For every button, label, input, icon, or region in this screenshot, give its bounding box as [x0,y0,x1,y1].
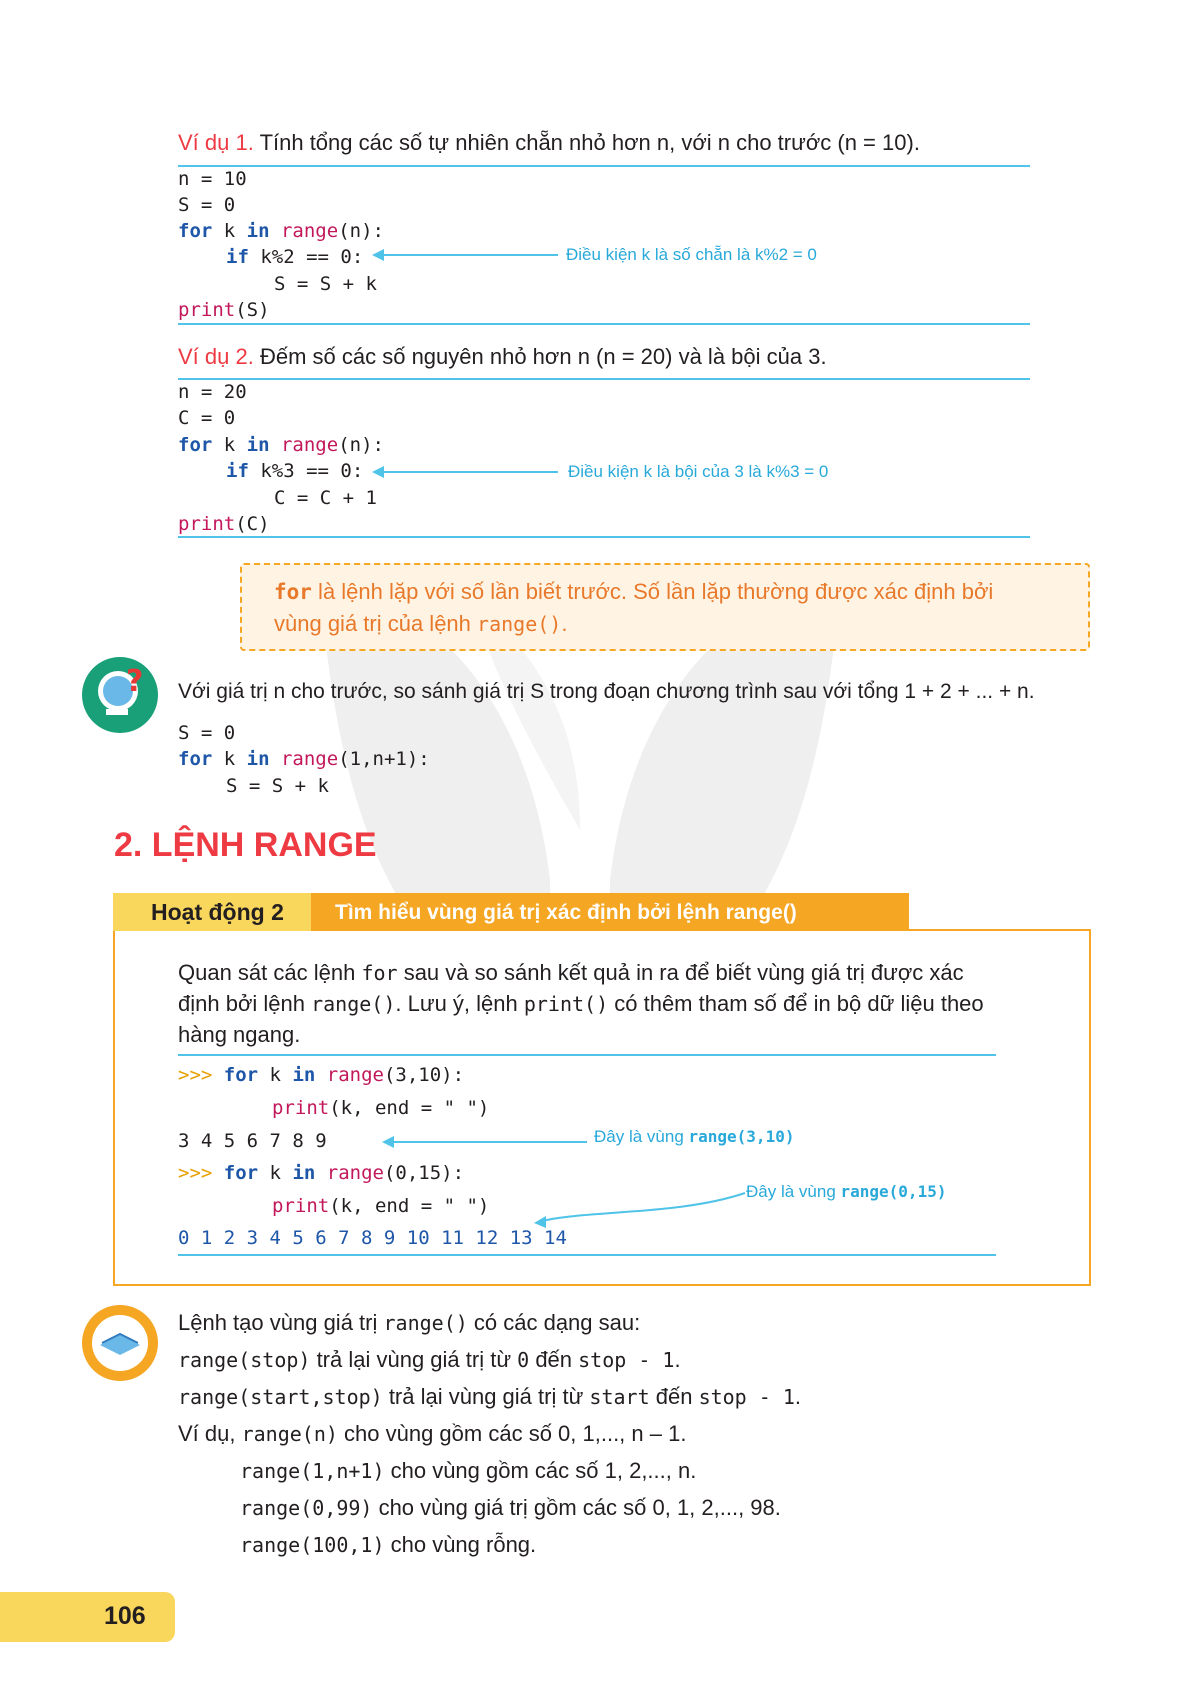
code-text: (S) [235,299,270,321]
activity-paragraph-line: định bởi lệnh range(). Lưu ý, lệnh print() có thêm tham số để in bộ dữ liệu theo [178,991,984,1016]
tip-code: range() [477,612,562,636]
curved-arrow-icon [530,1185,750,1235]
tip-keyword: for [274,580,312,604]
code-line: print(k, end = " ") [272,1097,490,1119]
code-line: S = S + k [226,775,329,797]
divider [178,323,1030,325]
summary-line: range(start,stop) trả lại vùng giá trị từ start đến stop - 1. [178,1384,802,1409]
question-text: Với giá trị n cho trước, so sánh giá trị S trong đoạn chương trình sau với tổng 1 + 2 + ... + n. [178,680,1035,703]
example-1-note: Điều kiện k là số chẵn là k%2 = 0 [566,245,817,264]
keyword: for [178,220,213,242]
page-number-tab [0,1592,175,1642]
keyword: if [226,460,249,482]
summary-line: range(100,1) cho vùng rỗng. [240,1532,537,1557]
activity-title: Tìm hiểu vùng giá trị xác định bởi lệnh range() [335,901,797,924]
code-line: >>> for k in range(3,10): [178,1064,465,1086]
arrow-left-icon [372,248,558,262]
summary-line: range(0,99) cho vùng giá trị gồm các số 0, 1, 2,..., 98. [240,1495,781,1520]
code-text: k [212,748,247,770]
function-name: range [269,434,339,456]
example-2-label: Ví dụ 2. [178,344,254,369]
code-line: n = 20 [178,381,247,403]
range-note-1: Đây là vùng range(3,10) [594,1127,795,1146]
code-line: S = 0 [178,194,236,216]
output-line: 3 4 5 6 7 8 9 [178,1130,327,1152]
code-text: (1,n+1): [338,748,430,770]
code-text: k%2 == 0: [248,246,364,268]
code-line [226,458,363,484]
tip-box [240,563,1090,651]
output-line: 0 1 2 3 4 5 6 7 8 9 10 11 12 13 14 [178,1227,567,1249]
svg-text:?: ? [126,664,144,699]
example-1-text: Tính tổng các số tự nhiên chẵn nhỏ hơn n, với n cho trước (n = 10). [259,130,920,155]
keyword: if [226,246,249,268]
code-line [178,511,270,537]
code-text: k%3 == 0: [248,460,364,482]
tip-period: . [561,611,568,636]
function-name: print [178,299,236,321]
divider [178,378,1030,380]
divider [178,165,1030,167]
divider [178,1254,996,1256]
code-line: S = 0 [178,722,236,744]
example-1-label: Ví dụ 1. [178,130,254,155]
arrow-left-icon [382,1135,587,1149]
activity-paragraph-line: hàng ngang. [178,1022,301,1047]
code-line: C = C + 1 [274,487,377,509]
summary-line: range(1,n+1) cho vùng gồm các số 1, 2,..., n. [240,1458,697,1483]
code-text: (C) [235,513,270,535]
code-line [178,297,270,323]
arrow-left-icon [372,465,558,479]
example-2-title [178,344,827,370]
divider [178,1054,996,1056]
example-1-title [178,130,920,156]
example-2-text: Đếm số các số nguyên nhỏ hơn n (n = 20) và là bội của 3. [259,344,827,369]
code-line: n = 10 [178,168,247,190]
tip-line-2: vùng giá trị của lệnh [274,611,478,636]
code-line: print(k, end = " ") [272,1195,490,1217]
function-name: print [178,513,236,535]
code-text: k [212,220,247,242]
summary-line: Ví dụ, range(n) cho vùng gồm các số 0, 1,..., n – 1. [178,1421,687,1446]
question-icon [82,657,158,733]
section-title: 2. LỆNH RANGE [114,826,377,864]
code-text: (n): [338,434,384,456]
keyword: in [246,748,270,770]
code-line [178,432,384,458]
keyword: in [246,434,270,456]
activity-tag-label: Hoạt động 2 [151,899,284,925]
code-line: S = S + k [274,273,377,295]
tip-line-1: là lệnh lặp với số lần biết trước. Số lần lặp thường được xác định bởi [311,579,994,604]
summary-line: range(stop) trả lại vùng giá trị từ 0 đến stop - 1. [178,1347,681,1372]
activity-header [113,893,909,931]
page-number: 106 [104,1602,146,1630]
range-note-2: Đây là vùng range(0,15) [746,1182,947,1201]
book-icon [82,1305,158,1381]
example-2-note: Điều kiện k là bội của 3 là k%3 = 0 [568,462,829,481]
code-line [178,746,430,772]
code-line: >>> for k in range(0,15): [178,1162,465,1184]
activity-paragraph-line: Quan sát các lệnh for sau và so sánh kết quả in ra để biết vùng giá trị được xác [178,960,964,985]
keyword: for [178,434,213,456]
function-name: range [269,748,339,770]
keyword: in [246,220,270,242]
keyword: for [178,748,213,770]
code-line [178,218,384,244]
function-name: range [269,220,339,242]
divider [178,536,1030,538]
code-line [226,244,363,270]
summary-line: Lệnh tạo vùng giá trị range() có các dạng sau: [178,1310,641,1335]
code-text: (n): [338,220,384,242]
code-line: C = 0 [178,407,236,429]
code-text: k [212,434,247,456]
